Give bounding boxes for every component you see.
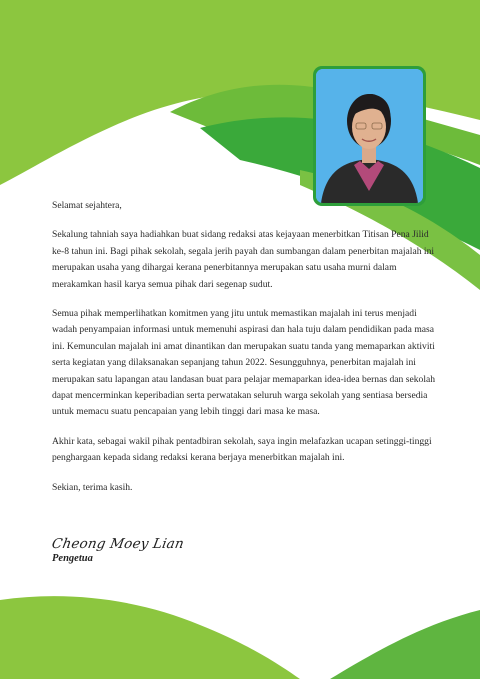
paragraph-closing: Akhir kata, sebagai wakil pihak pentadbiran sekolah, saya ingin melafazkan ucapan setinggi-tinggi penghargaan kepada sidang redaksi kerana berjaya menerbitkan majalah ini. (52, 435, 432, 464)
paragraph-congratulations: Sekalung tahniah saya hadiahkan buat sidang redaksi atas kejayaan menerbitkan Titisan Pena Jilid ke-8 tahun ini. Bagi pihak sekolah, segala jerih payah dan sumbangan dalam penerbitan majalah ini merupakan usaha yang dihargai kerana penerbitannya merupakan satu usaha murni dalam merakamkan hasil karya semua pihak dari segenap sudut. (52, 229, 435, 290)
paragraph-thanks: Sekian, terima kasih. (52, 481, 133, 493)
portrait-frame (313, 66, 426, 206)
paragraph-commitment: Semua pihak memperlihatkan komitmen yang jitu untuk memastikan majalah ini terus menjadi wadah penyampaian informasi untuk memenuhi aspirasi dan hala tuju dalam pendidikan pada masa ini. Kemunculan majalah ini amat dinantikan dan merupakan suatu tanda yang memaparkan aktiviti serta kegiatan yang dilaksanakan sepanjang tahun 2022. Sesungguhnya, penerbitan majalah ini merupakan satu lapangan atau landasan buat para pelajar memaparkan idea-idea bernas dan sekolah dapat mencerminkan keperibadian serta perwatakan seluruh warga sekolah yang sentiasa bersedia untuk memacu suatu pencapaian yang lebih tinggi dari masa ke masa. (52, 308, 436, 418)
letter-body (52, 198, 437, 509)
principal-portrait (316, 69, 423, 203)
greeting: Selamat sejahtera, (52, 200, 122, 211)
signature-block (52, 536, 184, 564)
handwritten-signature: Cheong Moey Lian (50, 536, 186, 552)
signatory-role: Pengetua (52, 553, 93, 564)
